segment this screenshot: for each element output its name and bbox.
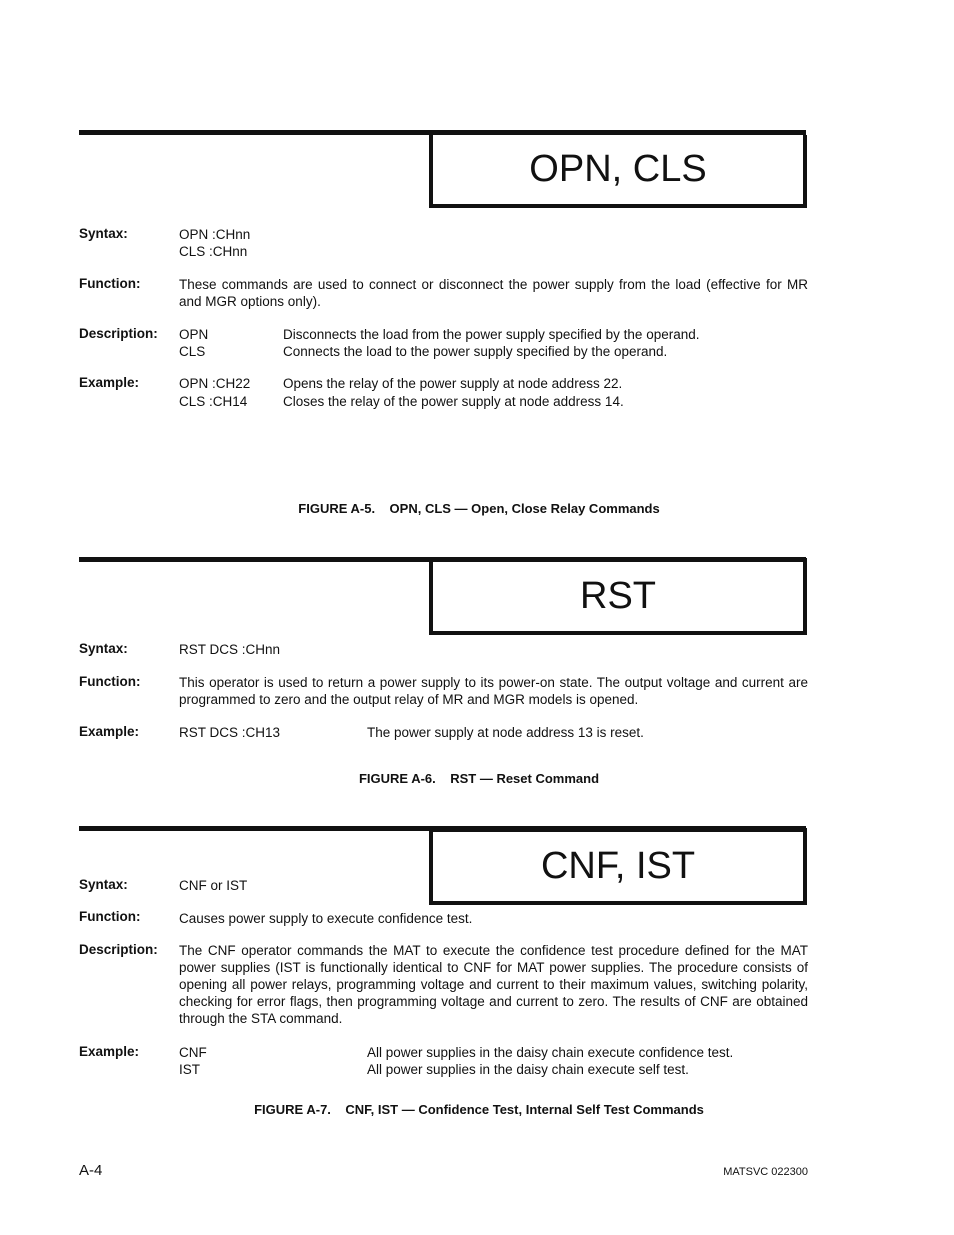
example-cmd: RST DCS :CH13 <box>179 725 281 740</box>
description-cmd: OPN <box>179 327 209 342</box>
section-title-cnf-ist: CNF, IST <box>429 828 807 905</box>
example-label: Example: <box>79 724 140 739</box>
function-text: This operator is used to return a power supply to its power-on state. The output voltage and current are programmed to zero and the output relay of MR and MGR models is opened. <box>179 675 808 707</box>
function-text: Causes power supply to execute confidence test. <box>179 911 473 926</box>
example-cmd: CLS :CH14 <box>179 394 248 409</box>
syntax-line: RST DCS :CHnn <box>179 642 281 657</box>
figure-caption <box>79 501 879 516</box>
syntax-label: Syntax: <box>79 877 128 892</box>
example-label: Example: <box>79 375 140 390</box>
syntax-line: OPN :CHnn <box>179 227 251 242</box>
example-text: Closes the relay of the power supply at node address 14. <box>283 394 624 409</box>
document-code: MATSVC 022300 <box>723 1166 808 1178</box>
figure-number: FIGURE A-5. <box>298 501 376 516</box>
section-title-opn-cls: OPN, CLS <box>429 135 807 208</box>
figure-title: CNF, IST — Confidence Test, Internal Self Test Commands <box>345 1102 704 1117</box>
syntax-line: CLS :CHnn <box>179 244 248 259</box>
example-text: Opens the relay of the power supply at node address 22. <box>283 376 623 391</box>
function-label: Function: <box>79 276 141 291</box>
example-cmd: IST <box>179 1062 201 1077</box>
syntax-line: CNF or IST <box>179 878 248 893</box>
description-text: Disconnects the load from the power supply specified by the operand. <box>283 327 700 342</box>
description-text: Connects the load to the power supply specified by the operand. <box>283 344 668 359</box>
syntax-label: Syntax: <box>79 641 128 656</box>
figure-caption <box>79 771 879 786</box>
description-label: Description: <box>79 942 158 957</box>
section-title-rst: RST <box>429 558 807 635</box>
figure-number: FIGURE A-6. <box>358 771 436 786</box>
function-label: Function: <box>79 909 141 924</box>
function-text: These commands are used to connect or disconnect the power supply from the load (effective for MR and MGR options only). <box>179 277 808 309</box>
description-text: The CNF operator commands the MAT to execute the confidence test procedure defined for the MAT power supplies (IST is functionally identical to CNF for MAT power supplies. The procedure consists of opening all power relays, programming voltage and current to their maximum values, switching polarity, checking for error flags, then programming voltage and current to zero. The results of CNF are obtained through the STA command. <box>179 943 808 1026</box>
example-text: The power supply at node address 13 is reset. <box>367 725 644 740</box>
example-label: Example: <box>79 1044 140 1059</box>
figure-caption <box>79 1102 879 1117</box>
page-number: A-4 <box>79 1162 103 1179</box>
example-text: All power supplies in the daisy chain execute confidence test. <box>367 1045 734 1060</box>
example-text: All power supplies in the daisy chain execute self test. <box>367 1062 689 1077</box>
description-cmd: CLS <box>179 344 206 359</box>
figure-title: OPN, CLS — Open, Close Relay Commands <box>389 501 660 516</box>
description-label: Description: <box>79 326 158 341</box>
figure-title: RST — Reset Command <box>450 771 600 786</box>
example-cmd: OPN :CH22 <box>179 376 251 391</box>
function-label: Function: <box>79 674 141 689</box>
syntax-label: Syntax: <box>79 226 128 241</box>
example-cmd: CNF <box>179 1045 207 1060</box>
figure-number: FIGURE A-7. <box>254 1102 331 1117</box>
